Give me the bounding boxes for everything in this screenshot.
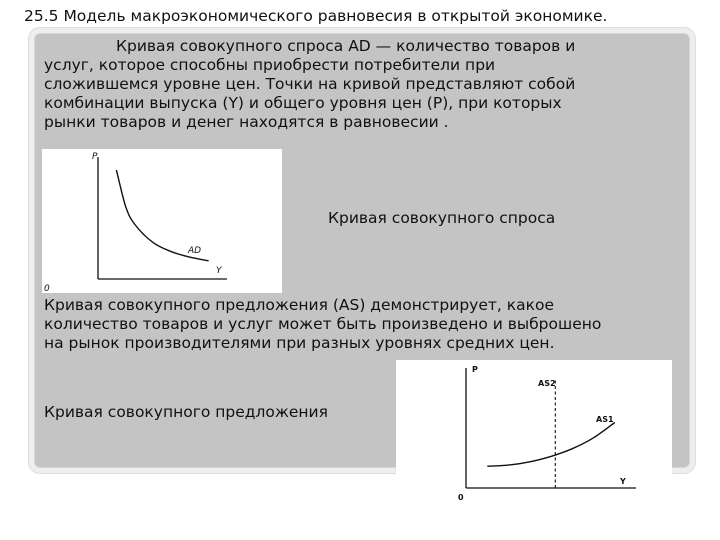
- as1-curve-label: AS1: [596, 415, 614, 424]
- as-chart-svg: [396, 360, 672, 508]
- ad-curve-label: AD: [188, 246, 202, 256]
- ad-description: [44, 37, 684, 132]
- as-description-line: количество товаров и услуг может быть произведено и выброшено: [44, 315, 602, 333]
- as1-curve: [487, 423, 615, 467]
- ad-description-line: услуг, которое способны приобрести потребители при: [44, 56, 496, 74]
- as-description-line: Кривая совокупного предложения (AS) демонстрирует, какое: [44, 296, 555, 314]
- as-origin-label: 0: [458, 493, 464, 502]
- ad-description-line: сложившемся уровне цен. Точки на кривой представляют собой: [44, 75, 576, 93]
- as-y-axis-label: Y: [620, 477, 626, 486]
- ad-y-axis-label: Y: [216, 266, 222, 276]
- ad-chart-caption: Кривая совокупного спроса: [328, 209, 556, 227]
- as-chart: [396, 360, 672, 508]
- ad-description-line: Кривая совокупного спроса AD — количество товаров и: [116, 37, 576, 55]
- slide-title: 25.5 Модель макроэкономического равновесия в открытой экономике.: [24, 7, 608, 25]
- as-chart-caption: Кривая совокупного предложения: [44, 403, 328, 421]
- ad-description-line: рынки товаров и денег находятся в равновесии .: [44, 113, 449, 131]
- ad-description-line: комбинации выпуска (Y) и общего уровня цен (P), при которых: [44, 94, 562, 112]
- as2-curve-label: AS2: [538, 379, 556, 388]
- as-p-axis-label: P: [472, 365, 478, 374]
- ad-p-axis-label: P: [92, 152, 98, 162]
- ad-origin-label: 0: [44, 284, 50, 293]
- ad-chart-svg: [42, 149, 282, 293]
- ad-chart: [42, 149, 282, 293]
- as-description: [44, 296, 684, 353]
- as-description-line: на рынок производителями при разных уровнях средних цен.: [44, 334, 555, 352]
